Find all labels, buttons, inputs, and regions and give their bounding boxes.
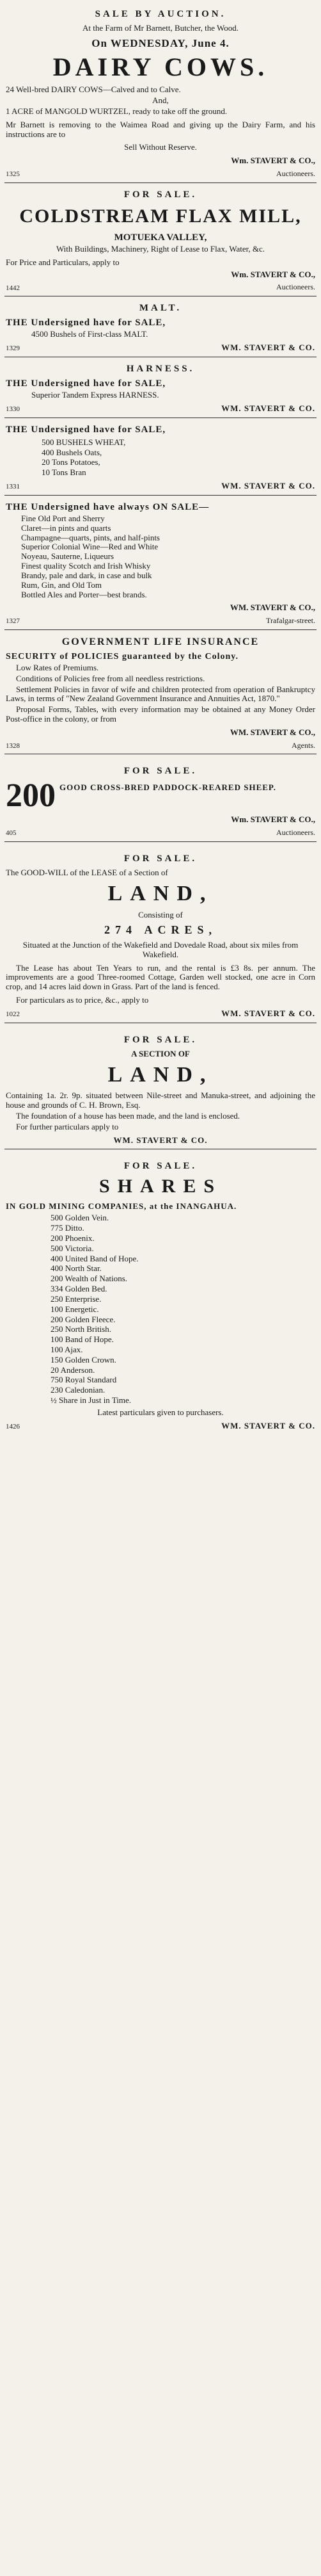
ad-text: Sell Without Reserve. (124, 142, 197, 152)
list-item: 100 Ajax. (51, 1344, 83, 1354)
ad-title: COLDSTREAM FLAX MILL, (19, 205, 302, 227)
list-item: 150 Golden Crown. (51, 1354, 116, 1365)
item-list (42, 438, 315, 478)
list-item: 400 United Band of Hope. (51, 1253, 139, 1263)
advertiser-role: Auctioneers. (276, 168, 315, 178)
ad-lead: THE Undersigned have always ON SALE— (6, 501, 210, 512)
ad-acres: 274 ACRES, (104, 923, 217, 937)
advertiser-name: WM. STAVERT & CO. (113, 1135, 208, 1145)
ad-heading: FOR SALE. (123, 1034, 198, 1045)
ad-number: 1328 (6, 741, 20, 750)
list-item: 100 Band of Hope. (51, 1334, 114, 1345)
advertiser-role: Auctioneers. (276, 282, 315, 292)
list-item: 400 Bushels Oats, (42, 447, 102, 457)
ad-lead: THE Undersigned have for SALE, (6, 424, 166, 435)
list-item: Finest quality Scotch and Irish Whisky (21, 561, 151, 571)
ad-sale-by-auction (4, 3, 317, 183)
ad-text: 4500 Bushels of First-class MALT. (31, 329, 148, 339)
advertiser-name: Wm. STAVERT & CO., (231, 814, 315, 825)
advertiser-name: WM. STAVERT & CO., (230, 727, 315, 737)
ad-malt (4, 296, 317, 357)
advertiser-role: Agents. (292, 740, 315, 750)
ad-text: Conditions of Policies free from all needless restrictions. (16, 673, 205, 683)
ad-text: For further particulars apply to (16, 1121, 119, 1131)
ad-number: 1330 (6, 405, 20, 414)
ad-title: SHARES (98, 1176, 223, 1197)
ad-text: Containing 1a. 2r. 9p. situated between Nile-street and Manuka-street, and adjoining the house and grounds of C. H. Brown, Esq. (6, 1090, 315, 1110)
ad-text: Proposal Forms, Tables, with every information may be obtained at any Money Order Post-office in the colony, or from (6, 704, 315, 724)
list-item: 250 North British. (51, 1324, 111, 1334)
ad-text: GOOD CROSS-BRED PADDOCK-REARED SHEEP. (59, 782, 276, 793)
list-item: 230 Caledonian. (51, 1385, 106, 1395)
list-item: Champagne—quarts, pints, and half-pints (21, 532, 160, 542)
advertiser-name: WM. STAVERT & CO. (221, 1420, 315, 1430)
ad-text: Settlement Policies in favor of wife and children protected from operation of Bankruptcy Laws, in terms of "New Zealand Government Insurance and Annuities Act, 1870." (6, 684, 315, 704)
ad-text: A SECTION OF (131, 1048, 190, 1058)
ad-heading: MALT. (139, 303, 182, 314)
ad-heading: FOR SALE. (123, 1161, 198, 1172)
ad-sheep (4, 754, 317, 842)
list-item: 500 Golden Vein. (51, 1213, 109, 1223)
list-item: Rum, Gin, and Old Tom (21, 579, 102, 590)
advertiser-name: WM. STAVERT & CO. (221, 1008, 315, 1018)
ad-text: 1 ACRE of MANGOLD WURTZEL, ready to take off the ground. (6, 106, 228, 116)
ad-heading: HARNESS. (126, 363, 195, 374)
ad-shares (4, 1149, 317, 1434)
ad-intro: At the Farm of Mr Barnett, Butcher, the Wood. (82, 23, 239, 33)
ad-text: For Price and Particulars, apply to (6, 257, 120, 267)
ad-wines (4, 496, 317, 630)
ad-title: LAND, (107, 1062, 214, 1087)
ad-place: MOTUEKA VALLEY, (114, 232, 207, 243)
ad-flax-mill (4, 183, 317, 296)
newspaper-column (4, 0, 317, 1434)
list-item: Noyeau, Sauterne, Liqueurs (21, 551, 114, 562)
list-item: 334 Golden Bed. (51, 1284, 107, 1294)
ad-lead: IN GOLD MINING COMPANIES, at the INANGAHUA. (6, 1201, 237, 1211)
ad-number: 1022 (6, 1010, 20, 1019)
item-list (6, 514, 315, 599)
list-item: Superior Colonial Wine—Red and White (21, 542, 159, 552)
list-item: Claret—in pints and quarts (21, 522, 111, 533)
ad-heading: FOR SALE. (123, 189, 198, 200)
ad-text: The GOOD-WILL of the LEASE of a Section of (6, 868, 168, 878)
ad-heading: SALE BY AUCTION. (95, 9, 226, 19)
ad-text: Consisting of (138, 909, 183, 919)
ad-text: Low Rates of Premiums. (16, 662, 99, 672)
advertiser-name: WM. STAVERT & CO. (221, 403, 315, 413)
list-item: 400 North Star. (51, 1263, 102, 1274)
ad-text: With Buildings, Machinery, Right of Lease to Flax, Water, &c. (56, 244, 265, 254)
ad-harness (4, 357, 317, 418)
advertiser-name: WM. STAVERT & CO., (230, 603, 315, 613)
list-item: 500 Victoria. (51, 1243, 94, 1253)
list-item: 200 Golden Fleece. (51, 1314, 116, 1324)
ad-title: LAND, (107, 881, 214, 905)
ad-number: 1331 (6, 483, 20, 491)
list-item: 200 Wealth of Nations. (51, 1274, 128, 1284)
ad-number: 405 (6, 829, 17, 838)
ad-text: For particulars as to price, &c., apply to (16, 994, 149, 1005)
ad-text: Latest particulars given to purchasers. (97, 1407, 224, 1417)
list-item: Fine Old Port and Sherry (21, 514, 105, 523)
ad-heading: GOVERNMENT LIFE INSURANCE (61, 636, 260, 647)
ad-lease-land (4, 842, 317, 1023)
list-item: 100 Energetic. (51, 1304, 99, 1314)
advertiser-role: Trafalgar-street. (266, 616, 315, 626)
ad-title: DAIRY COWS. (52, 53, 269, 82)
ad-text: The Lease has about Ten Years to run, and the rental is £3 8s. per annum. The improvements are a good Three-roomed Cottage, Garden well stocked, one acre in Corn crop, and 14 acres laid down in Grass. Part of the land is fenced. (6, 962, 315, 992)
list-item: 500 BUSHELS WHEAT, (42, 437, 126, 447)
list-item: 20 Anderson. (51, 1365, 95, 1375)
ad-lead: THE Undersigned have for SALE, (6, 378, 166, 389)
ad-section-land (4, 1023, 317, 1150)
list-item: 200 Phoenix. (51, 1233, 95, 1243)
list-item: 250 Enterprise. (51, 1293, 102, 1304)
list-item: 20 Tons Potatoes, (42, 457, 100, 467)
list-item: ½ Share in Just in Time. (51, 1395, 132, 1405)
ad-lead: SECURITY of POLICIES guaranteed by the Colony. (6, 652, 239, 662)
ad-number: 1327 (6, 617, 20, 626)
list-item: 750 Royal Standard (51, 1375, 117, 1385)
advertiser-role: Auctioneers. (276, 828, 315, 838)
ad-number: 1426 (6, 1422, 20, 1430)
ad-wheat (4, 418, 317, 496)
ad-number: 1442 (6, 284, 20, 292)
ad-number: 1329 (6, 344, 20, 353)
advertiser-name: Wm. STAVERT & CO., (231, 156, 315, 166)
ad-life-insurance (4, 630, 317, 755)
ad-heading: FOR SALE. (123, 853, 198, 864)
ad-number: 1325 (6, 170, 20, 179)
list-item: Brandy, pale and dark, in case and bulk (21, 570, 152, 580)
list-item: Bottled Ales and Porter—best brands. (21, 589, 147, 599)
advertiser-name: WM. STAVERT & CO. (221, 481, 315, 491)
ad-heading: FOR SALE. (123, 766, 198, 777)
advertiser-name: Wm. STAVERT & CO., (231, 269, 315, 279)
ad-text: And, (152, 95, 169, 106)
ad-text: The foundation of a house has been made, and the land is enclosed. (16, 1110, 240, 1121)
ad-date: On WEDNESDAY, June 4. (91, 36, 230, 49)
ad-text: Mr Barnett is removing to the Waimea Road and giving up the Dairy Farm, and his instructions are to (6, 119, 315, 139)
sheep-count: 200 (6, 777, 56, 814)
advertiser-name: WM. STAVERT & CO. (221, 343, 315, 353)
ad-text: 24 Well-bred DAIRY COWS—Calved and to Calve. (6, 85, 181, 95)
ad-text: Superior Tandem Express HARNESS. (31, 390, 159, 400)
ad-lead: THE Undersigned have for SALE, (6, 318, 166, 328)
ad-text: Situated at the Junction of the Wakefield and Dovedale Road, about six miles from Wakefield. (22, 939, 299, 959)
share-list (51, 1213, 315, 1405)
list-item: 10 Tons Bran (42, 467, 86, 478)
list-item: 775 Ditto. (51, 1223, 84, 1233)
